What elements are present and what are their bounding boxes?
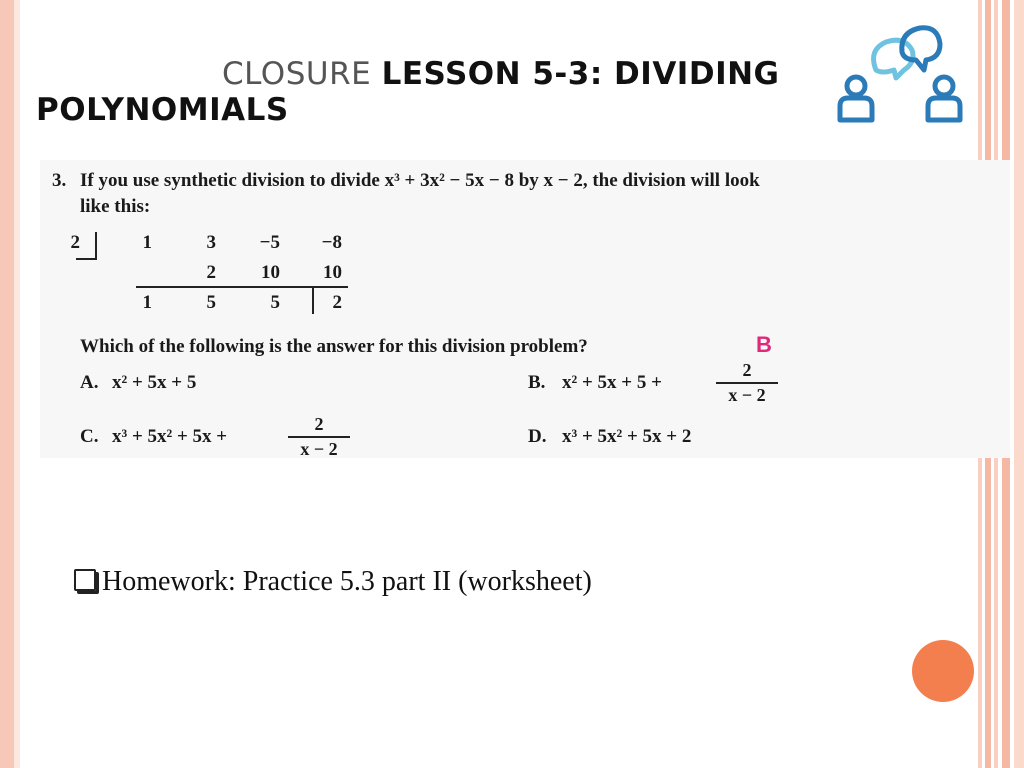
divisor-underline [76,258,97,260]
slide-title [36,56,826,128]
left-decorative-stripe [0,0,14,768]
row2-cell: 10 [323,262,342,283]
row3-cell: 5 [206,292,216,313]
divisor: 2 [70,232,80,253]
fraction-bar [716,382,778,384]
row3-remainder: 2 [332,292,342,313]
answer-letter: B [756,332,772,357]
choice-c-text: x³ + 5x² + 5x + [112,426,228,447]
choice-a-label: A. [80,372,99,393]
choice-b-label: B. [528,372,546,393]
row3-cell: 5 [270,292,280,313]
title-line2: POLYNOMIALS [36,92,289,128]
fraction-denominator: x − 2 [728,384,766,405]
row3-cell: 1 [142,292,152,313]
row1-cell: 3 [206,232,216,253]
row2-cell: 10 [261,262,280,283]
choice-b-text: x² + 5x + 5 + [562,372,662,393]
question-line1: If you use synthetic division to divide x³ + 3x² − 5x − 8 by x − 2, the division will look [80,170,760,191]
question-prompt: Which of the following is the answer for this division problem? [80,336,588,357]
right-stripe [1014,0,1024,768]
title-lesson: LESSON 5-3: DIVIDING [381,56,780,92]
choice-d-text: x³ + 5x² + 5x + 2 [562,426,692,447]
synthetic-rule [136,286,348,288]
title-closure: CLOSURE [222,56,372,92]
fraction-numerator: 2 [742,360,752,380]
question-line2: like this: [80,196,151,217]
row1-cell: 1 [142,232,152,253]
row1-cell: −8 [321,232,342,253]
homework-text: Homework: Practice 5.3 part II (worksheet) [102,566,592,597]
choice-b-fraction [716,360,778,406]
problem-image [40,160,1010,458]
decorative-circle [912,640,974,702]
homework-bullet [74,566,592,598]
row2-cell: 2 [206,262,216,283]
divisor-bracket [95,232,97,258]
choice-d-label: D. [528,426,547,447]
fraction-numerator: 2 [314,414,324,434]
choice-a-text: x² + 5x + 5 [112,372,197,393]
row1-cell: −5 [259,232,280,253]
choice-c-label: C. [80,426,99,447]
checkbox-bullet-icon [74,569,96,591]
problem-number: 3. [52,170,67,191]
fraction-denominator: x − 2 [300,438,338,459]
fraction-bar [288,436,350,438]
choice-c-fraction [288,414,350,460]
people-chat-icon [828,20,968,130]
